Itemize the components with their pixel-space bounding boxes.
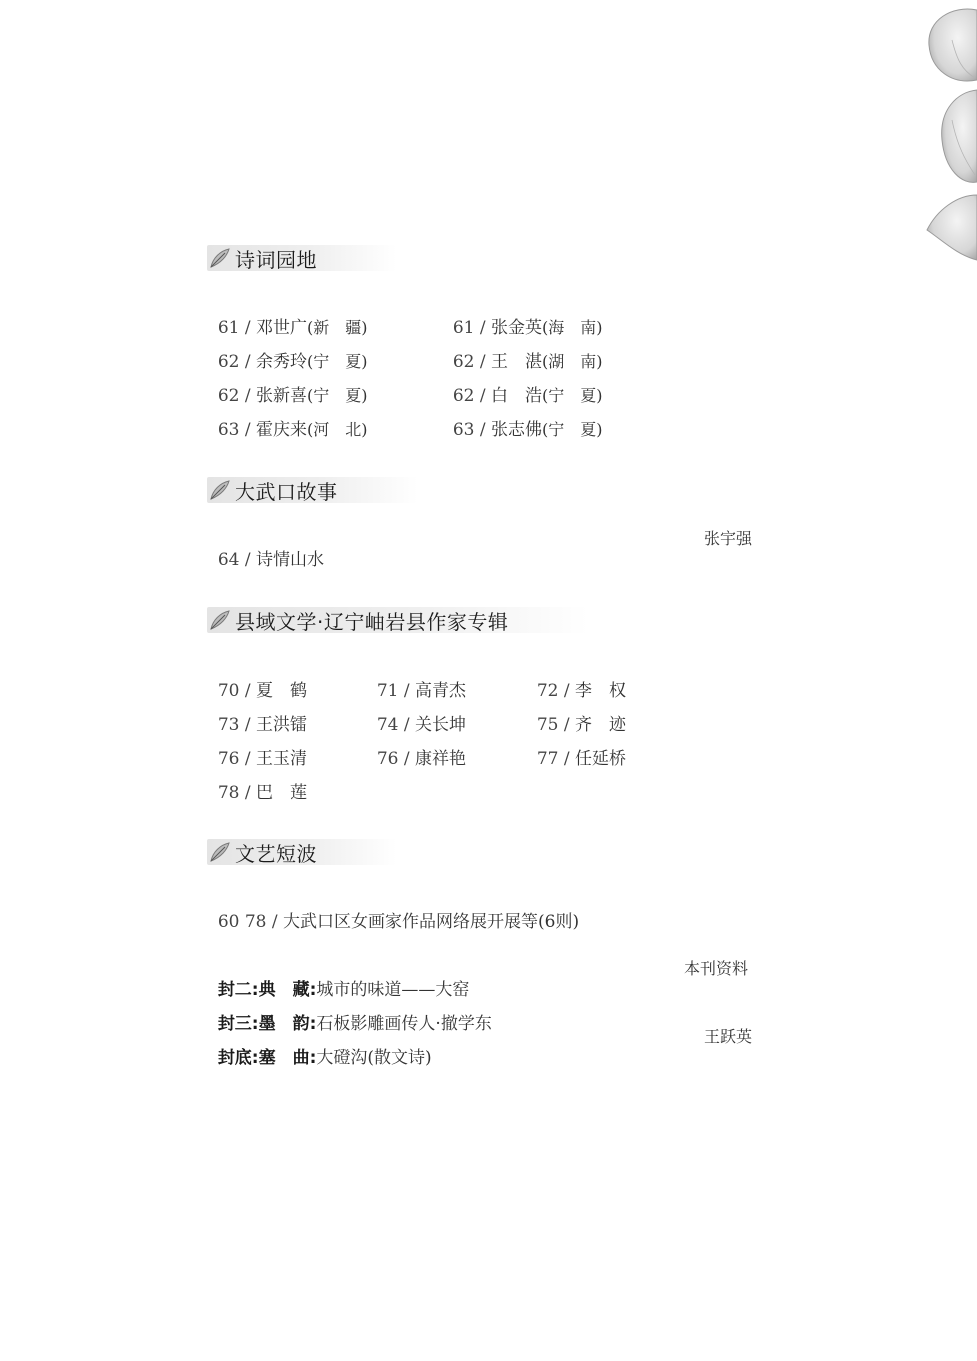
toc-entry[interactable]: 71 / 高青杰 xyxy=(376,681,466,701)
toc-entry[interactable]: 60 78 / 大武口区女画家作品网络展开展等(6则) xyxy=(217,912,580,932)
cover-entry[interactable]: 封二:典 藏:城市的味道——大窑 xyxy=(217,980,470,1000)
toc-entry[interactable]: 77 / 任延桥 xyxy=(536,749,626,769)
toc-entry[interactable]: 73 / 王洪镭 xyxy=(217,715,307,735)
toc-entry[interactable]: 62 / 余秀玲(宁 夏) xyxy=(217,352,368,372)
toc-entry[interactable]: 61 / 邓世广(新 疆) xyxy=(217,318,368,338)
feather-icon xyxy=(207,608,233,632)
toc-entry[interactable]: 62 / 王 湛(湖 南) xyxy=(452,352,603,372)
toc-author: 本刊资料 xyxy=(684,959,749,978)
toc-entry[interactable]: 76 / 康祥艳 xyxy=(376,749,466,769)
cover-entry[interactable]: 封三:墨 韵:石板影雕画传人·撤学东 xyxy=(217,1014,492,1034)
toc-entry[interactable]: 64 / 诗情山水 xyxy=(217,550,324,570)
toc-entry[interactable]: 62 / 张新喜(宁 夏) xyxy=(217,386,368,406)
toc-author: 王跃英 xyxy=(704,1027,753,1046)
section-header-shortwave xyxy=(207,838,397,866)
section-header-county xyxy=(207,606,588,634)
feather-icon xyxy=(207,478,233,502)
toc-author: 张宇强 xyxy=(704,529,753,548)
section-title: 文艺短波 xyxy=(235,841,317,866)
flower-decoration xyxy=(857,0,977,300)
toc-entry[interactable]: 72 / 李 权 xyxy=(536,681,626,701)
toc-entry[interactable]: 63 / 霍庆来(河 北) xyxy=(217,420,368,440)
toc-entry[interactable]: 76 / 王玉清 xyxy=(217,749,307,769)
feather-icon xyxy=(207,246,233,270)
toc-entry[interactable]: 78 / 巴 莲 xyxy=(217,783,307,803)
cover-entry[interactable]: 封底:塞 曲:大磴沟(散文诗) xyxy=(217,1048,432,1068)
section-header-poetry xyxy=(207,244,397,272)
feather-icon xyxy=(207,840,233,864)
toc-entry[interactable]: 61 / 张金英(海 南) xyxy=(452,318,603,338)
toc-entry[interactable]: 63 / 张志佛(宁 夏) xyxy=(452,420,603,440)
toc-entry[interactable]: 62 / 白 浩(宁 夏) xyxy=(452,386,603,406)
section-title: 大武口故事 xyxy=(235,479,338,504)
toc-entry[interactable]: 75 / 齐 迹 xyxy=(536,715,626,735)
section-header-story xyxy=(207,476,418,504)
toc-entry[interactable]: 70 / 夏 鹤 xyxy=(217,681,307,701)
section-title: 县域文学·辽宁岫岩县作家专辑 xyxy=(235,609,509,634)
section-title: 诗词园地 xyxy=(235,247,317,272)
toc-entry[interactable]: 74 / 关长坤 xyxy=(376,715,466,735)
